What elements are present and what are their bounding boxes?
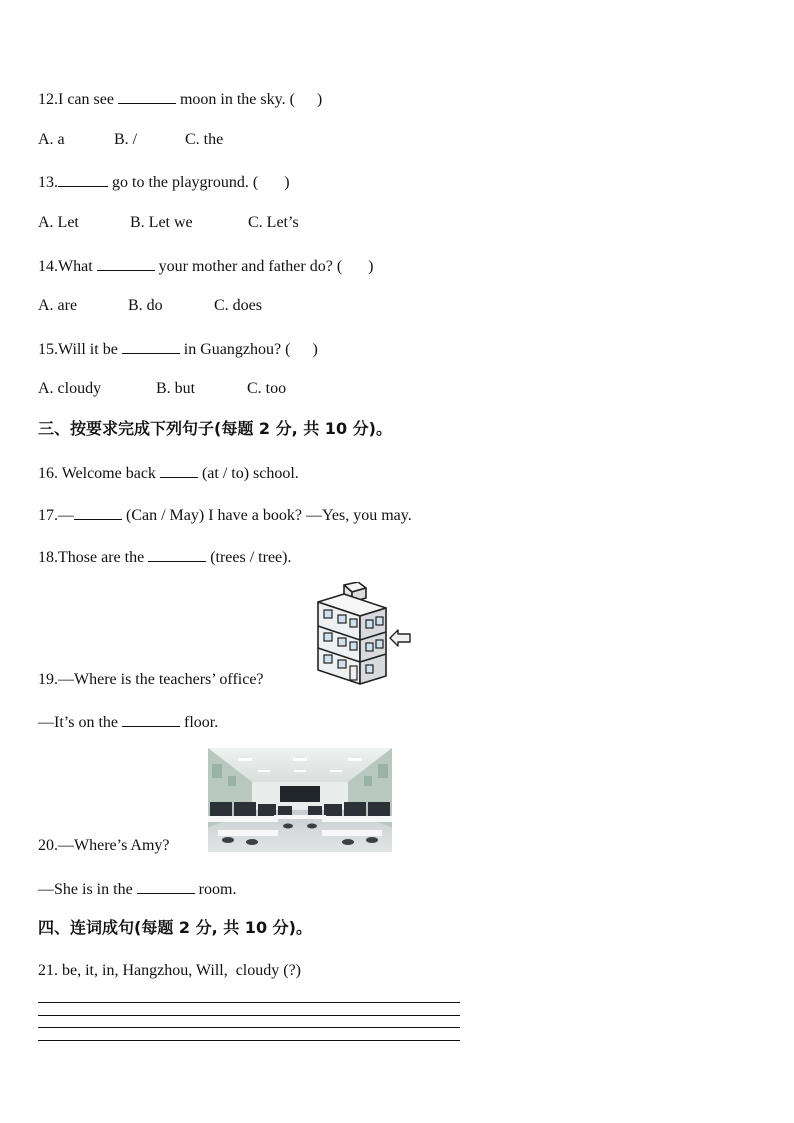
writing-line[interactable] [38,1040,460,1041]
answer-blank[interactable] [97,255,155,271]
answer-blank[interactable] [160,462,198,478]
option-b: B. / [114,131,138,148]
building-image [314,582,414,688]
writing-line[interactable] [38,1015,460,1016]
answer-20: —She is in the room. [38,878,236,900]
options-14 [38,296,262,316]
question-12: 12.I can see moon in the sky. ( ) [38,88,322,110]
option-b: B. do [128,297,163,314]
question-14: 14.What your mother and father do? ( ) [38,255,373,277]
option-a: A. a [38,131,65,148]
option-c: C. does [214,297,262,314]
question-20: 20.—Where’s Amy? [38,837,170,854]
question-19: 19.—Where is the teachers’ office? [38,671,264,688]
answer-19: —It’s on the floor. [38,711,218,733]
option-a: A. are [38,297,78,314]
option-a: A. Let [38,214,79,231]
writing-line[interactable] [38,1027,460,1028]
arrow-icon [390,630,410,646]
question-16: 16. Welcome back (at / to) school. [38,462,299,484]
section-3-title: 三、按要求完成下列句子(每题 2 分, 共 10 分)。 [38,419,392,438]
answer-blank[interactable] [137,878,195,894]
writing-line[interactable] [38,1002,460,1003]
answer-blank[interactable] [122,711,180,727]
answer-blank[interactable] [122,338,180,354]
question-17: 17.— (Can / May) I have a book? —Yes, you may. [38,504,412,526]
answer-blank[interactable] [148,546,206,562]
question-15: 15.Will it be in Guangzhou? ( ) [38,338,318,360]
options-12 [38,130,224,150]
option-c: C. the [185,131,224,148]
answer-blank[interactable] [74,504,122,520]
options-13 [38,213,299,233]
answer-blank[interactable] [58,171,108,187]
question-18: 18.Those are the (trees / tree). [38,546,291,568]
options-15 [38,379,287,399]
question-13: 13. go to the playground. ( ) [38,171,290,193]
option-a: A. cloudy [38,380,102,397]
option-c: C. too [247,380,287,397]
computer-room-image [208,748,392,852]
question-21: 21. be, it, in, Hangzhou, Will, cloudy (?) [38,962,302,979]
option-c: C. Let’s [248,214,299,231]
option-b: B. but [156,380,196,397]
section-4-title: 四、连词成句(每题 2 分, 共 10 分)。 [38,918,312,937]
answer-blank[interactable] [118,88,176,104]
option-b: B. Let we [130,214,193,231]
